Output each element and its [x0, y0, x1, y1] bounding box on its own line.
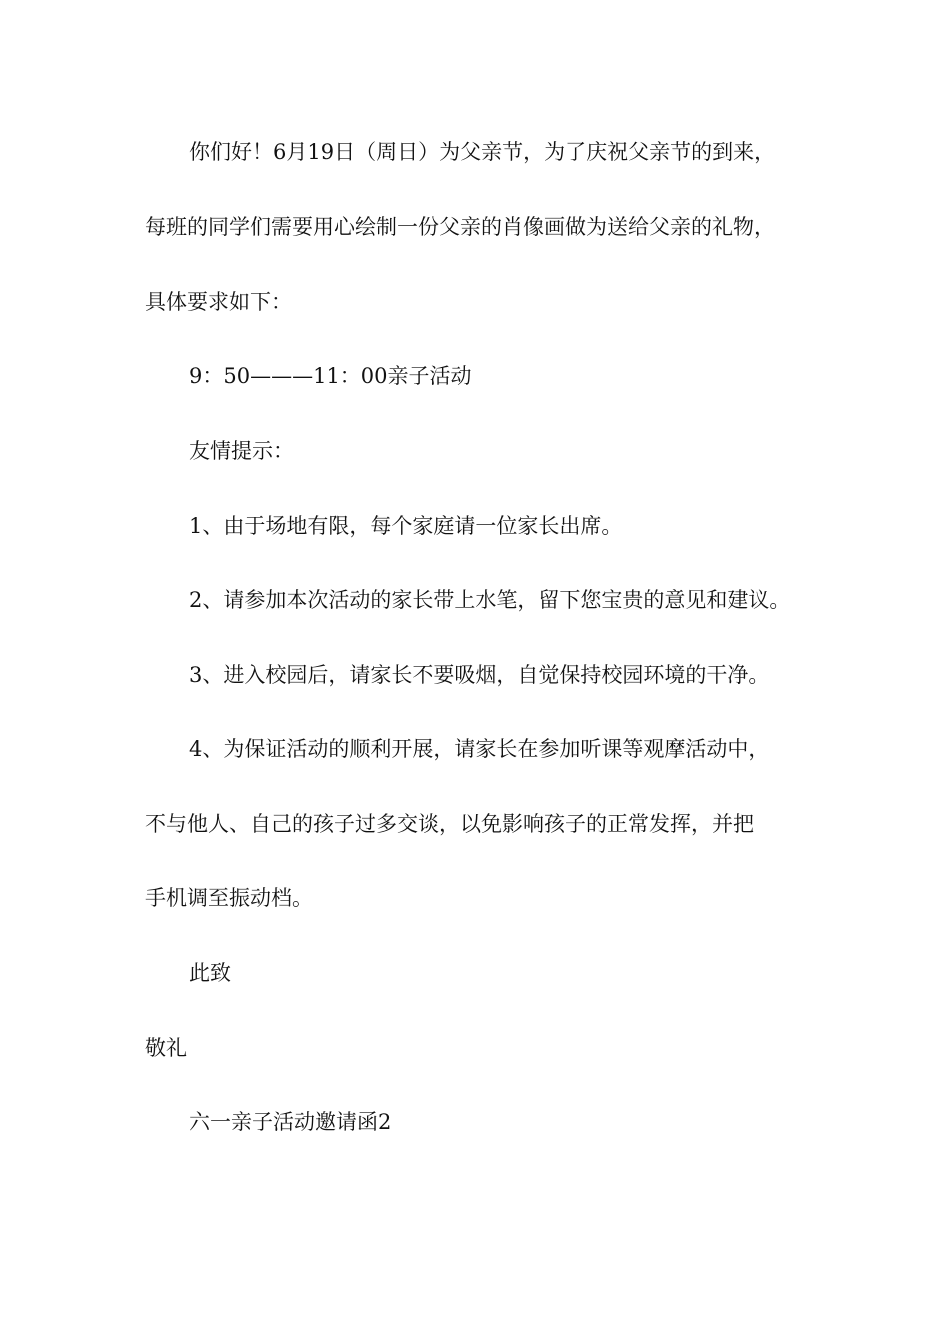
schedule-line: 9：50———11：00亲子活动	[189, 364, 472, 388]
closing-jing-li: 敬礼	[145, 1036, 187, 1060]
tip-item-4-line-1: 4、为保证活动的顺利开展，请家长在参加听课等观摩活动中，	[189, 737, 770, 761]
tip-item-4-line-3: 手机调至振动档。	[145, 886, 313, 910]
closing-ci-zhi: 此致	[189, 961, 231, 985]
section-title-invitation-2: 六一亲子活动邀请函2	[189, 1110, 392, 1134]
paragraph-greeting-line-2: 每班的同学们需要用心绘制一份父亲的肖像画做为送给父亲的礼物，	[145, 215, 775, 239]
tips-heading: 友情提示：	[189, 439, 294, 463]
tip-item-1: 1、由于场地有限，每个家庭请一位家长出席。	[189, 514, 623, 538]
paragraph-greeting-line-3: 具体要求如下：	[145, 290, 292, 314]
tip-item-4-line-2: 不与他人、自己的孩子过多交谈，以免影响孩子的正常发挥，并把	[145, 812, 754, 836]
tip-item-3: 3、进入校园后，请家长不要吸烟，自觉保持校园环境的干净。	[189, 663, 770, 687]
tip-item-2: 2、请参加本次活动的家长带上水笔，留下您宝贵的意见和建议。	[189, 588, 791, 612]
paragraph-greeting-line-1: 你们好！6月19日（周日）为父亲节，为了庆祝父亲节的到来，	[189, 140, 776, 164]
